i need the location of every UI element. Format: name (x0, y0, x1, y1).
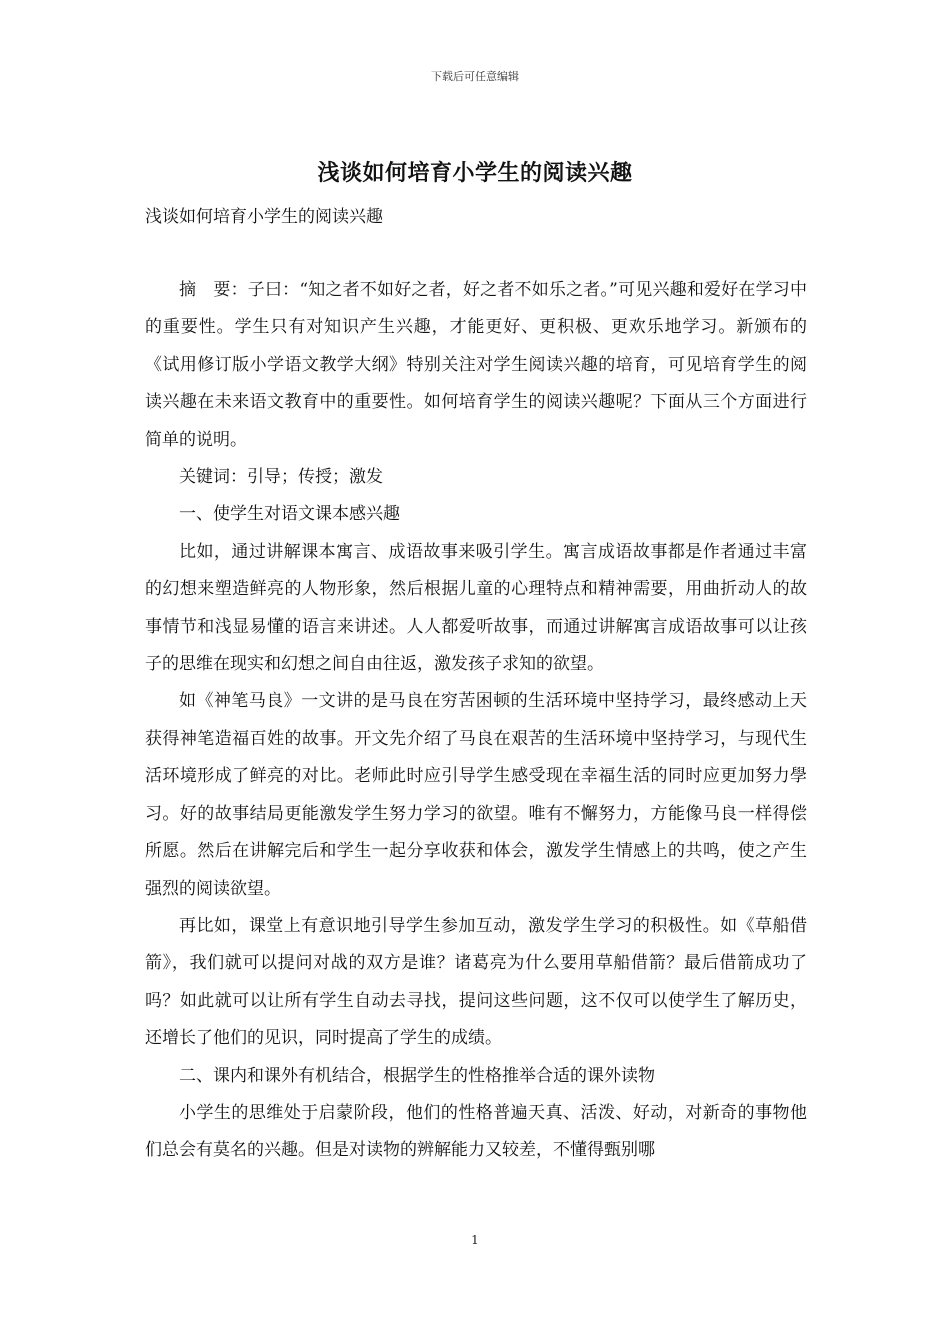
body-paragraph: 如《神笔马良》一文讲的是马良在穷苦困顿的生活环境中坚持学习，最终感动上天获得神笔造福百姓的故事。开文先介绍了马良在艰苦的生活环境中坚持学习，与现代生活环境形成了鲜亮的对比。老师此时应引导学生感受现在幸福生活的同时应更加努力學习。好的故事结局更能激发学生努力学习的欲望。唯有不懈努力，方能像马良一样得偿所愿。然后在讲解完后和学生一起分享收获和体会，激发学生情感上的共鸣，使之产生强烈的阅读欲望。 (145, 691, 807, 899)
keywords-paragraph: 关键词：引导；传授；激发 (179, 467, 383, 488)
body-paragraph: 再比如，课堂上有意识地引导学生参加互动，激发学生学习的积极性。如《草船借箭》，我们就可以提问对战的双方是谁？诸葛亮为什么要用草船借箭？最后借箭成功了吗？如此就可以让所有学生自动去寻找，提问这些问题，这不仅可以使学生了解历史，还增长了他们的见识，同时提高了学生的成绩。 (145, 915, 807, 1049)
abstract-paragraph: 摘 要：子曰：“知之者不如好之者，好之者不如乐之者。”可见兴趣和爱好在学习中的重要性。学生只有对知识产生兴趣，才能更好、更积极、更欢乐地学习。新颁布的《试用修订版小学语文教学大纲》特别关注对学生阅读兴趣的培育，可见培育学生的阅读兴趣在未来语文教育中的重要性。如何培育学生的阅读兴趣呢？下面从三个方面进行简单的说明。 (145, 280, 807, 450)
section-heading-1: 一、使学生对语文课本感兴趣 (179, 504, 400, 525)
document-title: 浅谈如何培育小学生的阅读兴趣 (317, 161, 633, 186)
page-header: 下载后可任意编辑 (431, 70, 519, 83)
document-body (145, 272, 807, 1170)
document-subtitle: 浅谈如何培育小学生的阅读兴趣 (145, 207, 383, 227)
section-heading-2: 二、课内和课外有机结合，根据学生的性格推举合适的课外读物 (179, 1065, 655, 1086)
body-paragraph: 小学生的思维处于启蒙阶段，他们的性格普遍天真、活泼、好动，对新奇的事物他们总会有莫名的兴趣。但是对读物的辨解能力又较差，不懂得甄别哪 (145, 1102, 807, 1161)
body-paragraph: 比如，通过讲解课本寓言、成语故事来吸引学生。寓言成语故事都是作者通过丰富的幻想来塑造鲜亮的人物形象，然后根据儿童的心理特点和精神需要，用曲折动人的故事情节和浅显易懂的语言来讲述。人人都爱听故事，而通过讲解寓言成语故事可以让孩子的思维在现实和幻想之间自由往返，激发孩子求知的欲望。 (145, 541, 807, 675)
page-number: 1 (471, 1233, 479, 1247)
